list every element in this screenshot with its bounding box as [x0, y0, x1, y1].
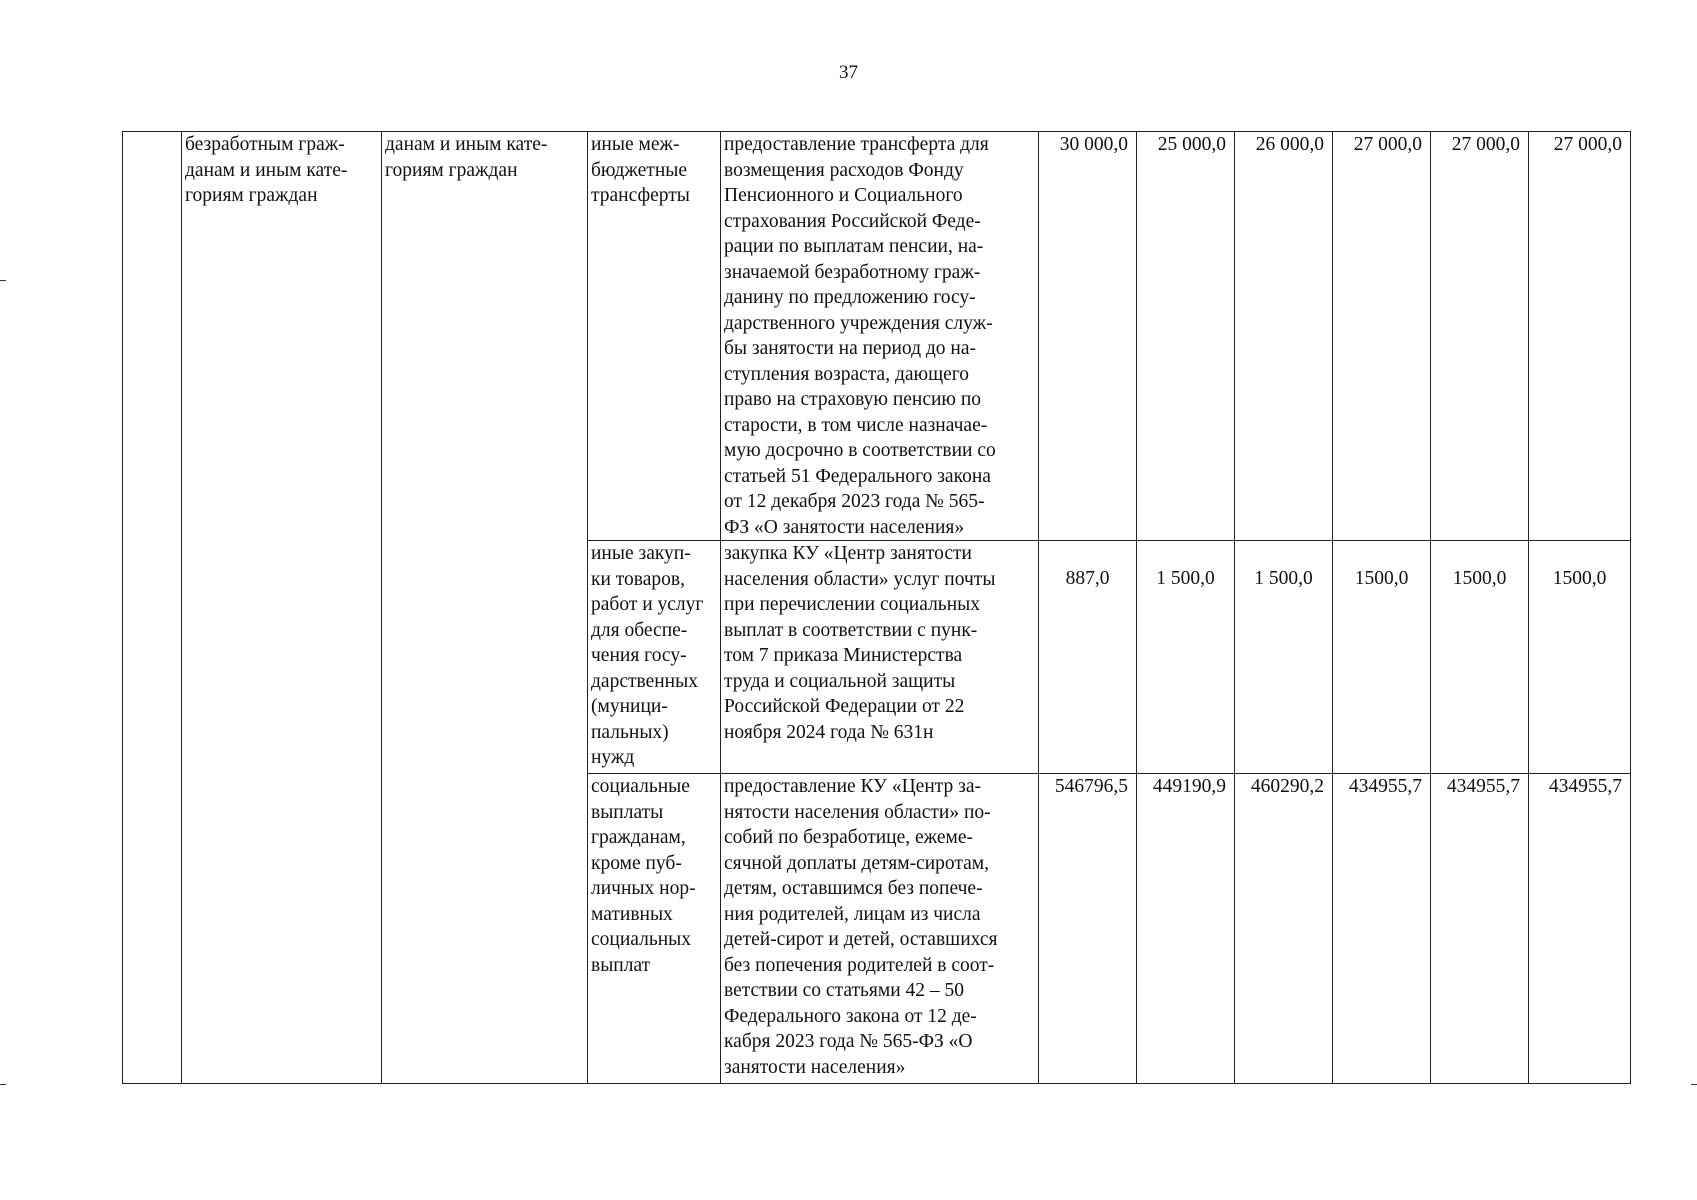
value-cell: 25 000,0: [1137, 132, 1235, 541]
value-cell: 887,0: [1039, 541, 1137, 774]
value-cell: 449190,9: [1137, 774, 1235, 1084]
value-cell: 434955,7: [1333, 774, 1431, 1084]
expense-type-cell: иные закуп- ки товаров, работ и услуг для обеспе- чения госу- дарственных (муници- пальных) нужд: [588, 541, 721, 774]
value-cell: 1500,0: [1431, 541, 1529, 774]
value-cell: 27 000,0: [1431, 132, 1529, 541]
value-cell: 1 500,0: [1235, 541, 1333, 774]
margin-tick: [1691, 1084, 1697, 1085]
value-cell: 434955,7: [1431, 774, 1529, 1084]
description-cell: предоставление трансферта для возмещения расходов Фонду Пенсионного и Социального страхования Российской Феде- рации по выплатам пенсии, на- значаемой безработному граж- данину по предложению госу- дарственного учреждения служ- бы занятости на период до на- ступления возраста, дающего право на страховую пенсию по старости, в том числе назначае- мую досрочно в соответствии со статьей 51 Федерального закона от 12 декабря 2023 года № 565- ФЗ «О занятости населения»: [721, 132, 1039, 541]
value-cell: 460290,2: [1235, 774, 1333, 1084]
description-cell: закупка КУ «Центр занятости населения области» услуг почты при перечислении социальных выплат в соответствии с пунк- том 7 приказа Министерства труда и социальной защиты Российской Федерации от 22 ноября 2024 года № 631н: [721, 541, 1039, 774]
value-cell: 1500,0: [1333, 541, 1431, 774]
value-cell: 27 000,0: [1333, 132, 1431, 541]
margin-tick: [0, 280, 6, 281]
margin-tick: [0, 1084, 6, 1085]
description-cell: предоставление КУ «Центр за- нятости населения области» по- собий по безработице, ежеме- сячной доплаты детям-сиротам, детям, оставшимся без попече- ния родителей, лицам из числа детей-сирот и детей, оставшихся без попечения родителей в соот- ветствии со статьями 42 – 50 Федерального закона от 12 де- кабря 2023 года № 565-ФЗ «О занятости населения»: [721, 774, 1039, 1084]
page-number: 37: [839, 62, 858, 83]
measure-cell: данам и иным кате- гориям граждан: [382, 132, 588, 1084]
value-cell: 26 000,0: [1235, 132, 1333, 541]
value-cell: 30 000,0: [1039, 132, 1137, 541]
value-cell: 1500,0: [1529, 541, 1631, 774]
budget-table: [122, 131, 1631, 1084]
expense-type-cell: иные меж- бюджетные трансферты: [588, 132, 721, 541]
value-cell: 546796,5: [1039, 774, 1137, 1084]
value-cell: 1 500,0: [1137, 541, 1235, 774]
index-cell: [123, 132, 182, 1084]
expense-type-cell: социальные выплаты гражданам, кроме пуб- личных нор- мативных социальных выплат: [588, 774, 721, 1084]
table-row: [123, 132, 1631, 541]
value-cell: 434955,7: [1529, 774, 1631, 1084]
category-cell: безработным граж- данам и иным кате- гориям граждан: [182, 132, 382, 1084]
value-cell: 27 000,0: [1529, 132, 1631, 541]
